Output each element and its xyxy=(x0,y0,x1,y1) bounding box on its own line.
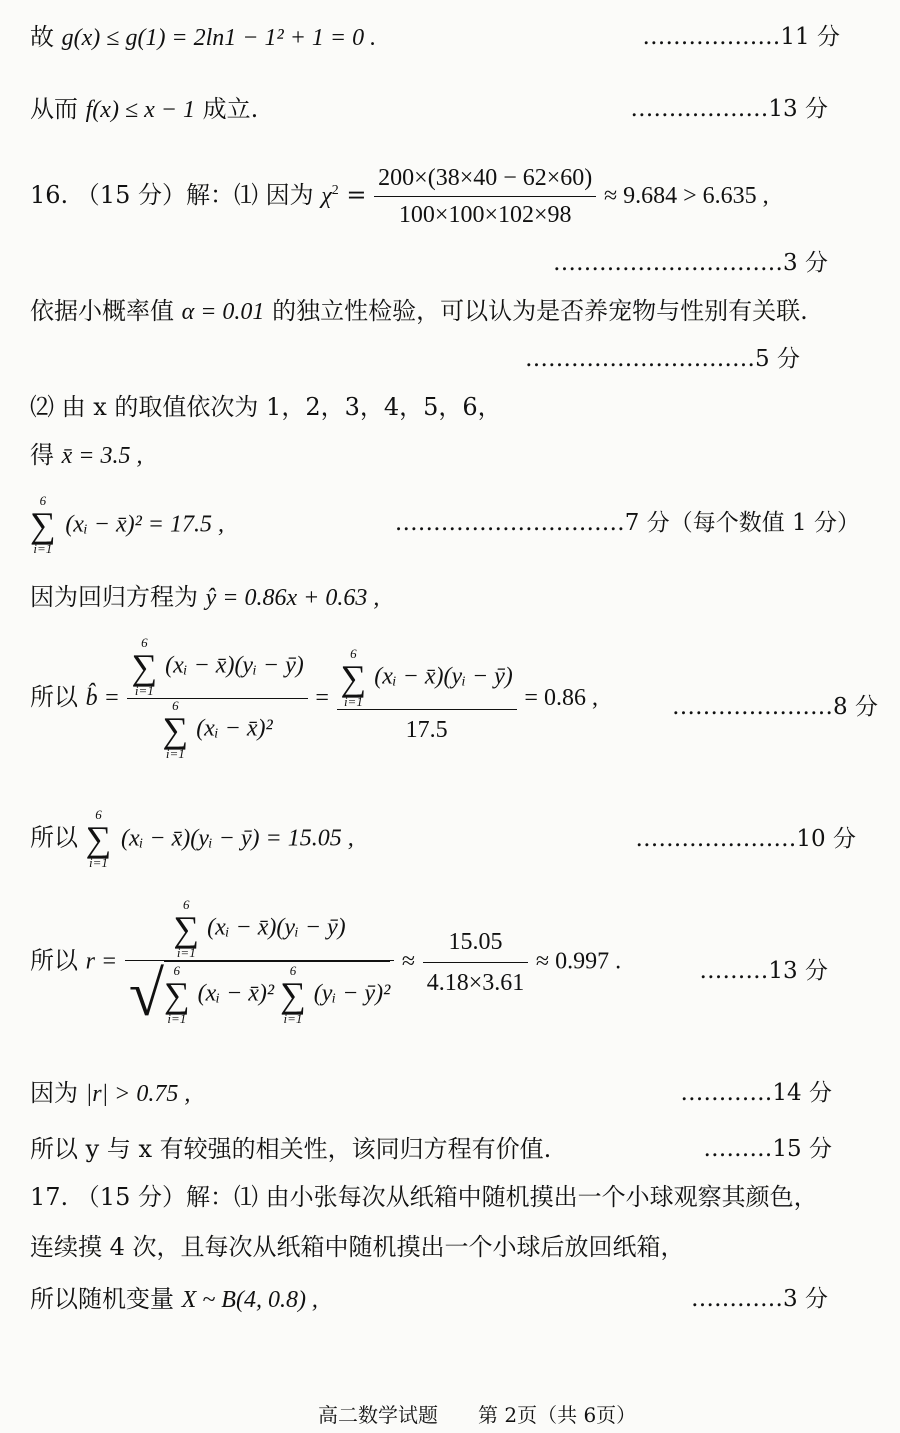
line-2 xyxy=(30,94,258,125)
b-hat-fraction-2: 6 ∑ i=1 (xᵢ − x̄)(yᵢ − ȳ) 17.5 xyxy=(337,647,517,750)
regression-equation: ŷ = 0.86x + 0.63 , xyxy=(205,585,380,611)
r-line xyxy=(30,897,622,1029)
line-11-prefix: 所以 xyxy=(30,946,78,975)
alpha-value: α = 0.01 xyxy=(181,299,265,325)
sum-lower: i=1 xyxy=(33,541,53,556)
line-4-suffix: 的独立性检验，可以认为是否养宠物与性别有关联. xyxy=(272,297,808,325)
chi-numerator: 200×(38×40 − 62×60) xyxy=(378,165,593,191)
line-15: 连续摸 4 次，且每次从纸箱中随机摸出一个小球后放回纸箱， xyxy=(30,1233,685,1261)
score-15: ………15 分 xyxy=(703,1136,832,1162)
r-numeric-denominator: 4.18×3.61 xyxy=(423,962,529,1003)
sum-upper: 6 xyxy=(39,493,47,508)
line-4 xyxy=(30,296,808,327)
r-numerator: (xᵢ − x̄)(yᵢ − ȳ) xyxy=(207,914,346,941)
line-1-formula: g(x) ≤ g(1) = 2ln1 − 1² + 1 = 0 . xyxy=(61,25,377,51)
r-result: ≈ 0.997 . xyxy=(535,948,622,975)
approx-sign: ≈ xyxy=(401,948,416,975)
sum-xy: (xᵢ − x̄)(yᵢ − ȳ) = 15.05 , xyxy=(120,825,354,852)
line-10-prefix: 所以 xyxy=(30,823,78,852)
line-2-formula: f(x) ≤ x − 1 xyxy=(85,97,195,123)
line-13: 所以 y 与 x 有较强的相关性，该同归方程有价值. xyxy=(30,1135,552,1163)
sum-sq-x: (xᵢ − x̄)² = 17.5 , xyxy=(65,511,224,538)
line-8 xyxy=(30,582,379,613)
chi-symbol: χ xyxy=(321,183,332,209)
line-16 xyxy=(30,1284,318,1315)
r-symbol: r = xyxy=(85,948,118,975)
line-10: 所以 6 ∑ i=1 (xᵢ − x̄)(yᵢ − ȳ) = 15.05 , xyxy=(30,807,354,870)
sum-symbol: 6 ∑ i=1 xyxy=(30,493,56,556)
line-1 xyxy=(30,22,376,53)
line-6-prefix: 得 xyxy=(30,441,54,469)
b-hat-denominator-2: 17.5 xyxy=(337,709,517,750)
line-9-prefix: 所以 xyxy=(30,683,78,711)
score-5: …………………………5 分 xyxy=(525,346,800,372)
b-hat-fraction-1: 6 ∑ i=1 (xᵢ − x̄)(yᵢ − ȳ) 6 ∑ i=1 (xᵢ − x̄)² xyxy=(127,636,307,761)
r-fraction: 6 ∑ i=1 (xᵢ − x̄)(yᵢ − ȳ) √ 6 ∑ i=1 (xᵢ − x̄)² 6 ∑ i=1 (yᵢ − ȳ)² xyxy=(125,898,394,1026)
r-numeric-fraction xyxy=(423,922,529,1003)
score-3-a: …………………………3 分 xyxy=(553,250,828,276)
binomial-distribution: X ~ B(4, 0.8) , xyxy=(181,1287,318,1313)
line-16-prefix: 所以随机变量 xyxy=(30,1285,174,1313)
b-hat-line xyxy=(30,636,598,761)
score-3-b: …………3 分 xyxy=(691,1286,828,1312)
r-denominator-x: (xᵢ − x̄)² xyxy=(197,980,275,1007)
page-footer: 高二数学试题 第 2页（共 6页） xyxy=(318,1403,637,1427)
chi-result: ≈ 9.684 > 6.635 , xyxy=(603,183,769,209)
line-1-prefix: 故 xyxy=(30,23,54,51)
chi-square-fraction xyxy=(374,160,596,233)
score-13-b: ………13 分 xyxy=(699,958,828,984)
b-hat-denominator: (xᵢ − x̄)² xyxy=(196,715,273,742)
r-numeric-numerator: 15.05 xyxy=(448,928,503,955)
line-14: 17. （15 分）解：⑴ 由小张每次从纸箱中随机摸出一个小球观察其颜色， xyxy=(30,1183,818,1211)
equals-sign: = xyxy=(315,685,329,711)
score-13-a: ………………13 分 xyxy=(630,96,828,122)
b-hat: b̂ = xyxy=(85,685,120,711)
line-4-prefix: 依据小概率值 xyxy=(30,297,174,325)
score-7: …………………………7 分（每个数值 1 分） xyxy=(394,510,860,536)
r-denominator-y: (yᵢ − ȳ)² xyxy=(313,980,391,1007)
line-7 xyxy=(30,494,224,556)
score-11: ………………11 分 xyxy=(642,24,840,50)
score-10: …………………10 分 xyxy=(635,826,856,852)
b-hat-numerator: (xᵢ − x̄)(yᵢ − ȳ) xyxy=(165,652,304,679)
chi-denominator: 100×100×102×98 xyxy=(374,196,596,233)
score-8: …………………8 分 xyxy=(672,694,878,720)
x-bar-value: x̄ = 3.5 , xyxy=(61,443,143,469)
b-hat-numerator-2: (xᵢ − x̄)(yᵢ − ȳ) xyxy=(374,663,513,690)
line-2-prefix: 从而 xyxy=(30,95,78,123)
q16-intro: 16. （15 分）解：⑴ 因为 xyxy=(30,181,314,209)
line-2-suffix: 成立. xyxy=(202,95,259,123)
line-12-prefix: 因为 xyxy=(30,1079,78,1107)
line-5: ⑵ 由 x 的取值依次为 1，2，3，4，5，6， xyxy=(30,393,502,421)
score-14: …………14 分 xyxy=(680,1080,832,1106)
chi-square-line: 16. （15 分）解：⑴ 因为 $\chi^2$ = $\frac{200\times(38\times 40 - 62\times 60)}{100\times 100\times 102\times 98}$ ≈ 9.684 > 6.635 , xyxy=(30,160,769,233)
line-6 xyxy=(30,440,143,471)
abs-r: |r| > 0.75 , xyxy=(85,1081,191,1107)
line-12 xyxy=(30,1078,190,1109)
line-8-prefix: 因为回归方程为 xyxy=(30,583,198,611)
b-hat-result: = 0.86 , xyxy=(524,685,598,711)
